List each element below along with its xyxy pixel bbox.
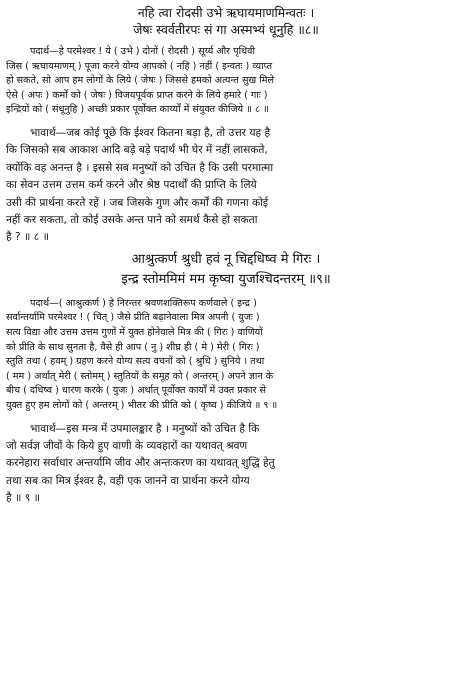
- text-line: बीच ( दधिष्व ) धारण करके ( युजः ) अर्थात् पूर्वोक्त कार्यों में उक्त प्रकार से: [6, 385, 267, 397]
- text-line: ऐसे ( अपः ) कर्मों को ( जेषः ) विजयपूर्वक प्राप्त करने के लिये हमारे ( गाः ): [6, 89, 268, 101]
- mantra-line: जेषः स्वर्वतीरपः सं गा अस्मभ्यं धूनुहि ॥८॥: [133, 22, 319, 37]
- text-line: ( मम ) अर्थात् मेरी ( स्तोमम् ) स्तुतियों के समूह को ( अन्तरम् ) अपने ज्ञान के: [6, 370, 274, 382]
- mantra-8: [6, 4, 446, 38]
- bhavartha-9: [6, 421, 446, 508]
- mantra-line: आश्रुत्कर्ण श्रुधी हवं नू चिद्दधिष्व मे गिरः ।: [131, 251, 321, 267]
- text-line: पदार्थ—हे परमेश्वर ! ये ( उभे ) दोनों ( रोदसी ) सूर्य्य और पृथिवी: [30, 46, 255, 57]
- padartha-9: [6, 297, 446, 414]
- text-line: जो सर्वज्ञ जीवों के किये हुए वाणी के व्यवहारों का यथावत् श्रवण: [6, 439, 248, 452]
- text-line: पदार्थ—( आश्रुत्कर्ण ) हे निरन्तर श्रवणशक्तिरूप कर्णवाले ( इन्द्र ): [30, 297, 257, 309]
- text-line: का सेवन उत्तम उत्तम कर्म करने और श्रेष्ठ पदार्थों की प्राप्ति के लिये: [6, 179, 257, 192]
- text-line: नहीं कर सकता, तो कोई उसके अन्त पाने को समर्थ कैसे हो सकता: [6, 214, 258, 226]
- text-line: हो सकते, सो आप हम लोगों के लिये ( जेषः ) जिससे हमको अत्यन्त सुख मिले: [6, 75, 275, 87]
- mantra-line: नहि त्वा रोदसी उभे ऋघायमाणमिन्वतः ।: [137, 5, 315, 20]
- text-line: कि जिसको सब आकाश आदि बड़े बड़े पदार्थ भी घेर में नहीं लासकते,: [6, 144, 268, 157]
- text-line: है ? ॥ ८ ॥: [6, 231, 49, 244]
- bhavartha-8: [6, 125, 446, 247]
- text-line: है ॥ ९ ॥: [6, 492, 40, 505]
- text-line: सत्य विद्या और उत्तम उत्तम गुणों में युक्त होनेवाले मित्र की ( गिरः ) वाणियों: [6, 327, 263, 338]
- text-line: जिस ( ऋघायमाणम् ) पूजा करने योग्य आपको ( नहि ) नहीं ( इन्वतः ) व्याप्त: [6, 60, 273, 72]
- text-line: भावार्थ—जब कोई पूछे कि ईश्वर कितना बड़ा है, तो उत्तर यह है: [30, 126, 271, 139]
- padartha-8: [6, 45, 446, 118]
- text-line: क्योंकि वह अनन्त है । इससे सब मनुष्यों को उचित है कि उसी परमात्मा: [6, 161, 274, 174]
- text-line: को प्रीति के साथ सुनता है, वैसे ही आप ( नु ) शीघ्र ही ( मे ) मेरी ( गिरः ): [6, 341, 260, 353]
- mantra-9: [6, 250, 446, 290]
- text-line: उसी की प्रार्थना करते रहें । जब जिसके गुण और कर्मों की गणना कोई: [6, 196, 269, 209]
- text-line: करनेहारा सर्वाधार अन्तर्यामि जीव और अन्तःकरण का यथावत् शुद्धि हेतु: [6, 457, 275, 470]
- mantra-line: इन्द्र स्तोममिमं मम कृष्वा युजश्चिदन्तरम् ॥९॥: [121, 271, 331, 287]
- text-line: स्तुति तथा ( हवम् ) ग्रहण करने योग्य सत्य वचनों को ( श्रुधि ) सुनिये । तथा: [6, 356, 265, 368]
- text-line: युक्त हुए हम लोगों को ( अन्तरम् ) भीतर की प्रीति को ( कृष्व ) कीजिये ॥ ९ ॥: [6, 399, 278, 411]
- text-line: इन्द्रियों को ( संधूनुहि ) अच्छी प्रकार पूर्वोक्त कार्य्यों में संयुक्त कीजिये ॥ ८ ॥: [6, 104, 269, 116]
- text-line: सर्वान्तर्यामि परमेश्वर ! ( चित् ) जैसे प्रीति बढ़ानेवाला मित्र अपनी ( युजः ): [6, 312, 260, 324]
- text-line: तथा सब का मित्र ईश्वर है, वही एक जानने वा प्रार्थना करने योग्य: [6, 474, 250, 487]
- text-line: भावार्थ—इस मन्त्र में उपमालङ्कार है । मनुष्यों को उचित है कि: [30, 422, 260, 435]
